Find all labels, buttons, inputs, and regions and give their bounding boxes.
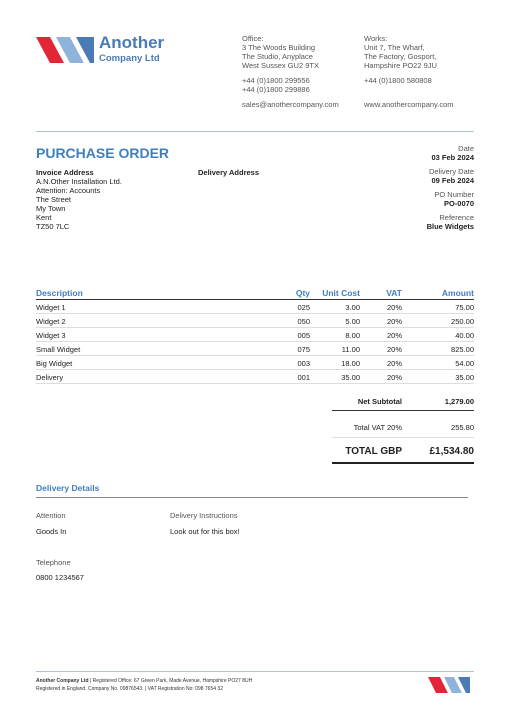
office-phone2: +44 (0)1800 299886 xyxy=(242,85,310,94)
invoice-address-line: TZ50 7LC xyxy=(36,222,70,231)
item-vat: 20% xyxy=(386,303,402,312)
office-line3: West Sussex GU2 9TX xyxy=(242,61,319,70)
office-line2: The Studio, Anyplace xyxy=(242,52,313,61)
item-qty: 005 xyxy=(297,331,310,340)
item-description: Widget 3 xyxy=(36,331,66,340)
item-unit-cost: 5.00 xyxy=(345,317,360,326)
works-line2: The Factory, Gosport, xyxy=(364,52,437,61)
works-line1: Unit 7, The Wharf, xyxy=(364,43,425,52)
total-vat-value: 255.80 xyxy=(451,423,474,432)
footer-divider xyxy=(36,671,474,672)
item-amount: 825.00 xyxy=(451,345,474,354)
invoice-address-heading: Invoice Address xyxy=(36,168,94,177)
col-qty: Qty xyxy=(295,288,310,298)
item-qty: 003 xyxy=(297,359,310,368)
item-amount: 35.00 xyxy=(455,373,474,382)
item-unit-cost: 3.00 xyxy=(345,303,360,312)
col-vat: VAT xyxy=(386,288,402,298)
office-line1: 3 The Woods Building xyxy=(242,43,316,52)
date-label: Date xyxy=(458,144,474,153)
footer-registered-office: | Registered Office: 67 Green Park, Made Avenue, Hampshire PO27 8UH xyxy=(89,678,253,684)
office-email[interactable]: sales@anothercompany.com xyxy=(242,100,339,109)
item-unit-cost: 11.00 xyxy=(341,345,360,354)
header-divider xyxy=(36,131,474,132)
item-vat: 20% xyxy=(386,345,402,354)
invoice-address-line: Attention: Accounts xyxy=(36,186,101,195)
item-unit-cost: 35.00 xyxy=(341,373,360,382)
reference-label: Reference xyxy=(439,213,474,222)
net-subtotal-row xyxy=(332,397,474,411)
invoice-address-line: My Town xyxy=(36,204,66,213)
footer-line1 xyxy=(36,677,252,685)
office-phone1: +44 (0)1800 299556 xyxy=(242,76,310,85)
company-name: Another xyxy=(99,33,165,52)
works-line3: Hampshire PO22 9JU xyxy=(364,61,437,70)
items-table xyxy=(36,287,474,384)
footer-logo-icon xyxy=(428,677,470,695)
item-qty: 050 xyxy=(297,317,310,326)
company-suffix: Company Ltd xyxy=(99,53,160,64)
item-amount: 40.00 xyxy=(455,331,474,340)
item-description: Delivery xyxy=(36,373,64,382)
total-vat-row xyxy=(332,423,474,438)
reference-value: Blue Widgets xyxy=(426,222,474,231)
item-amount: 75.00 xyxy=(455,303,474,312)
item-amount: 250.00 xyxy=(451,317,474,326)
net-subtotal-label: Net Subtotal xyxy=(357,397,402,406)
footer-text xyxy=(36,677,252,693)
table-row xyxy=(36,356,474,370)
item-unit-cost: 18.00 xyxy=(341,359,360,368)
item-unit-cost: 8.00 xyxy=(345,331,360,340)
table-row xyxy=(36,300,474,314)
order-meta xyxy=(427,144,474,236)
item-qty: 075 xyxy=(297,345,310,354)
company-logo xyxy=(36,33,186,67)
col-unit-cost: Unit Cost xyxy=(322,288,360,298)
col-amount: Amount xyxy=(441,288,474,298)
delivery-address-heading: Delivery Address xyxy=(198,168,260,177)
delivery-details-divider xyxy=(36,497,468,498)
delivery-address xyxy=(198,168,259,177)
delivery-instructions-label: Delivery Instructions xyxy=(170,511,238,520)
works-label: Works: xyxy=(364,34,388,43)
delivery-date-label: Delivery Date xyxy=(428,167,474,176)
logo-stripes-icon xyxy=(36,37,94,63)
table-row xyxy=(36,342,474,356)
grand-total-label: TOTAL GBP xyxy=(345,446,402,457)
invoice-address-line: A.N.Other Installation Ltd. xyxy=(36,177,122,186)
net-subtotal-value: 1,279.00 xyxy=(444,397,474,406)
item-vat: 20% xyxy=(386,317,402,326)
po-number-label: PO Number xyxy=(434,190,474,199)
telephone-value: 0800 1234567 xyxy=(36,573,84,582)
page-title: PURCHASE ORDER xyxy=(36,145,170,161)
item-qty: 025 xyxy=(297,303,310,312)
item-description: Widget 2 xyxy=(36,317,66,326)
item-description: Big Widget xyxy=(36,359,73,368)
attention-label: Attention xyxy=(36,511,66,520)
item-amount: 54.00 xyxy=(455,359,474,368)
telephone-label: Telephone xyxy=(36,558,71,567)
works-phone: +44 (0)1800 580808 xyxy=(364,76,432,85)
delivery-date-value: 09 Feb 2024 xyxy=(431,176,474,185)
invoice-address-line: Kent xyxy=(36,213,52,222)
col-description: Description xyxy=(36,288,83,298)
delivery-instructions-value: Look out for this box! xyxy=(170,527,240,536)
item-vat: 20% xyxy=(386,331,402,340)
grand-total-row xyxy=(332,446,474,464)
table-row xyxy=(36,328,474,342)
footer-company: Another Company Ltd xyxy=(36,678,89,684)
item-vat: 20% xyxy=(386,373,402,382)
total-vat-label: Total VAT 20% xyxy=(353,423,402,432)
item-vat: 20% xyxy=(386,359,402,368)
item-description: Widget 1 xyxy=(36,303,66,312)
date-value: 03 Feb 2024 xyxy=(431,153,474,162)
invoice-address-line: The Street xyxy=(36,195,72,204)
attention-value: Goods In xyxy=(36,527,67,536)
works-address xyxy=(364,34,453,109)
invoice-address xyxy=(36,168,122,231)
footer-line2: Registered in England. Company No. 09876543. | VAT Registration No: 098 7654 32 xyxy=(36,686,223,692)
table-row xyxy=(36,314,474,328)
delivery-details-title: Delivery Details xyxy=(36,483,100,493)
item-description: Small Widget xyxy=(36,345,81,354)
office-label: Office: xyxy=(242,34,264,43)
grand-total-value: £1,534.80 xyxy=(429,446,474,457)
office-address xyxy=(242,34,339,109)
works-website[interactable]: www.anothercompany.com xyxy=(364,100,454,109)
item-qty: 001 xyxy=(297,373,310,382)
items-header-row xyxy=(36,287,474,300)
table-row xyxy=(36,370,474,384)
po-number-value: PO-0070 xyxy=(443,199,474,208)
